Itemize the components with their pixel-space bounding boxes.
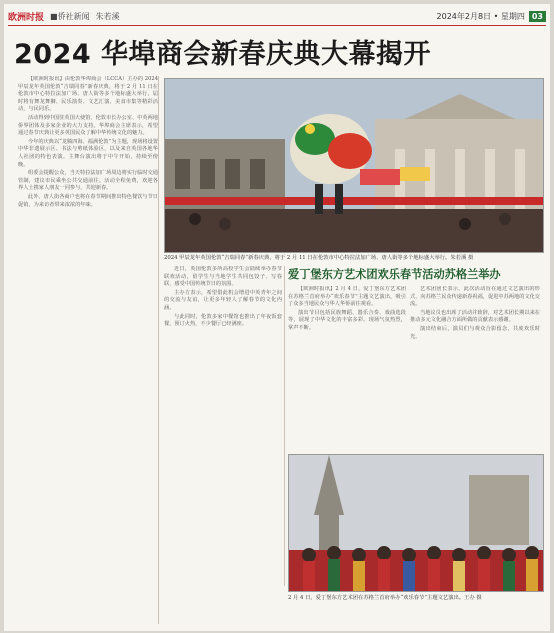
issue-date: 2024年2月8日 • 星期四	[436, 12, 525, 21]
paragraph: 艺术团团长表示，此次活动旨在通过文艺演出的形式，向苏格兰民众传递新春祝福，促进中苏两地的文化交流。	[410, 286, 540, 308]
paragraph: 活动得到中国驻英国大使馆、伦敦市长办公室、中英两地侨界团体及多家企业的大力支持。华埠商会主席表示，希望通过春节庆典让更多英国民众了解中华传统文化的魅力。	[18, 114, 158, 137]
column-rule	[284, 266, 285, 586]
lion-dance-photo	[164, 78, 544, 253]
column-rule	[158, 76, 159, 624]
paragraph: 演出结束后，演员们与观众合影留念，共度欢乐时光。	[410, 325, 540, 340]
paragraph: 【欧洲时报讯】2 月 4 日，爱丁堡东方艺术团在苏格兰首府举办“欢乐春节”主题文艺演出，吸引了众多当地民众与华人华侨前往观看。	[288, 286, 406, 308]
article-column	[18, 76, 158, 624]
photo-caption: 2 月 4 日，爱丁堡东方艺术团在苏格兰首府举办“欢乐春节”主题文艺演出。王办 摄	[288, 595, 482, 601]
paragraph: 今年的庆典以“龙腾四海、福满伦敦”为主题，现场将设置中华非遗展示区、书法与剪纸体验区，以及来自英国各地华人社团的特色表演。主舞台演出将于中午开始，持续至傍晚。	[18, 138, 158, 168]
lion-dance-illustration	[165, 79, 544, 253]
paragraph: 与此同时，伦敦多家中餐馆也推出了年夜饭套餐，预订火热，不少餐厅已经满座。	[164, 313, 282, 328]
paragraph: 【欧洲时报讯】由伦敦华埠商会（LCCA）主办的 2024 甲辰龙年英国伦敦“吉瑞同春”新春庆典，将于 2 月 11 日在伦敦市中心特拉法加广场、唐人街等多个地标盛大举行，届时将有舞龙舞狮、民乐演奏、文艺汇演、美食市集等精彩活动，与民同乐。	[18, 76, 158, 113]
performers-group-photo	[288, 454, 544, 592]
article-column	[288, 286, 406, 476]
paragraph: 组委会提醒公众，当天特拉法加广场周边将实行临时交通管制，建议市民乘坐公共交通前往。活动全程免费，欢迎各界人士携家人朋友一同参与，共迎新春。	[18, 170, 158, 192]
main-headline: 2024 华埠商会新春庆典大幕揭开	[14, 39, 432, 70]
performers-illustration	[289, 455, 544, 592]
newspaper-page	[4, 4, 550, 631]
article-column	[410, 286, 540, 476]
masthead	[8, 8, 546, 26]
page-number: 03	[529, 11, 546, 22]
paragraph: 近日，英国伦敦多所高校学生会陆续举办春节联欢活动，留学生与当地学生共同包饺子、写春联，感受中国传统节日的氛围。	[164, 266, 282, 288]
editor-name: 朱若溪	[95, 12, 120, 21]
paragraph: 主办方表示，希望借此机会增进中英青年之间的交流与友谊，让更多年轻人了解春节的文化内涵。	[164, 289, 282, 311]
section-name: ■侨社新闻	[50, 12, 90, 21]
sub-headline: 爱丁堡东方艺术团欢乐春节活动苏格兰举办	[288, 268, 501, 281]
paragraph: 此外，唐人街各商户也将在春节期间推出特色餐饮与节日促销，为来访者带来浓浓的年味。	[18, 193, 158, 208]
article-column	[164, 266, 282, 624]
newspaper-logo: 欧洲时报	[8, 13, 45, 23]
paragraph: 演出节目包括民族舞蹈、器乐合奏、戏曲选段等，展现了中华文化的丰富多彩。现场气氛热烈，掌声不断。	[288, 309, 406, 331]
paragraph: 当地议员也出席了活动并致辞，对艺术团长期以来在推动多元文化融合方面所做的贡献表示感谢。	[410, 309, 540, 324]
photo-caption: 2024 甲辰龙年英国伦敦“吉瑞同春”新春庆典，将于 2 月 11 日在伦敦市中心特拉法加广场、唐人街等多个地标盛大举行。朱若溪 摄	[164, 255, 474, 261]
